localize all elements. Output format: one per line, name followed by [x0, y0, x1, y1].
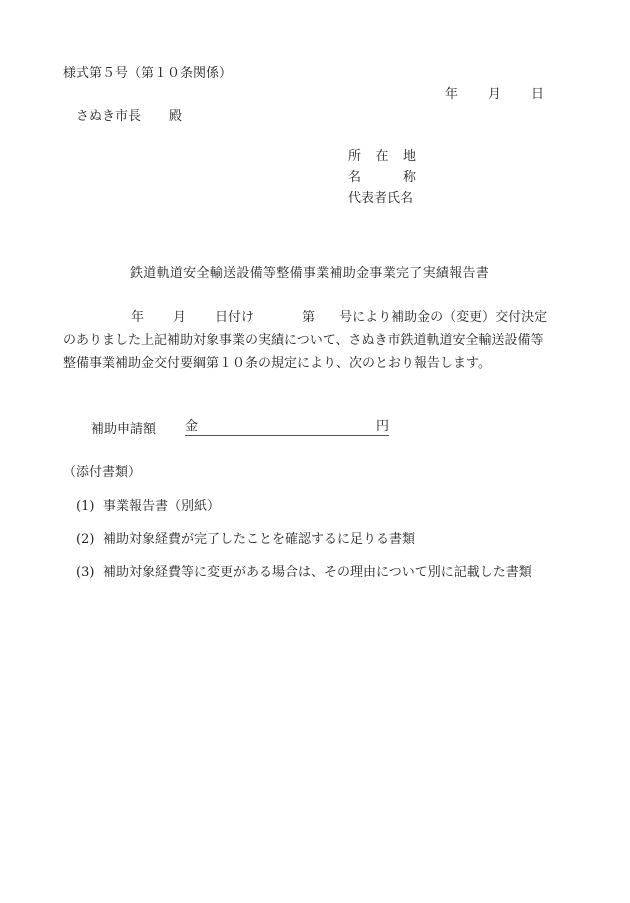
attachment-text: 補助対象経費が完了したことを確認するに足りる書類	[103, 532, 416, 547]
attachment-number: (2)	[76, 532, 95, 547]
representative-label: 代表者氏名	[348, 191, 414, 206]
body-line-3: 整備事業補助金交付要綱第１０条の規定により、次のとおり報告します。	[63, 356, 491, 371]
attachment-text: 補助対象経費等に変更がある場合は、その理由について別に記載した書類	[103, 565, 532, 580]
attachments-heading: （添付書類）	[63, 465, 142, 480]
date-line	[445, 88, 544, 101]
applicant-name-row	[348, 171, 416, 192]
addressee-honorific: 殿	[169, 109, 183, 124]
attachment-item	[76, 533, 415, 546]
addressee-name: さぬき市長	[76, 109, 142, 124]
form-number: 様式第５号（第１０条関係）	[63, 66, 233, 81]
body-paragraph	[63, 311, 583, 380]
amount-field[interactable]	[185, 420, 389, 436]
applicant-block	[348, 150, 416, 213]
document-title: 鉄道軌道安全輸送設備等整備事業補助金事業完了実績報告書	[130, 266, 490, 281]
date-month-label: 月	[488, 87, 502, 102]
amount-row	[91, 420, 389, 436]
attachment-item	[76, 566, 532, 579]
attachment-number: (1)	[76, 499, 95, 514]
amount-label: 補助申請額	[91, 422, 157, 437]
attachment-text: 事業報告書（別紙）	[103, 499, 221, 514]
addressee	[76, 110, 182, 123]
applicant-address-row	[348, 150, 416, 171]
amount-prefix: 金	[185, 419, 199, 434]
address-label: 所 在 地	[348, 149, 416, 164]
body-line-2: のありました上記補助対象事業の実績について、さぬき市鉄道軌道安全輸送設備等	[63, 333, 544, 348]
attachment-number: (3)	[76, 565, 95, 580]
attachment-item	[76, 500, 220, 513]
amount-suffix: 円	[375, 419, 389, 434]
body-line-1: 年 月 日付け 第 号により補助金の（変更）交付決定	[131, 310, 548, 325]
date-day-label: 日	[531, 87, 545, 102]
applicant-representative-row	[348, 192, 416, 213]
name-label: 名 称	[348, 170, 416, 185]
date-year-label: 年	[445, 87, 459, 102]
